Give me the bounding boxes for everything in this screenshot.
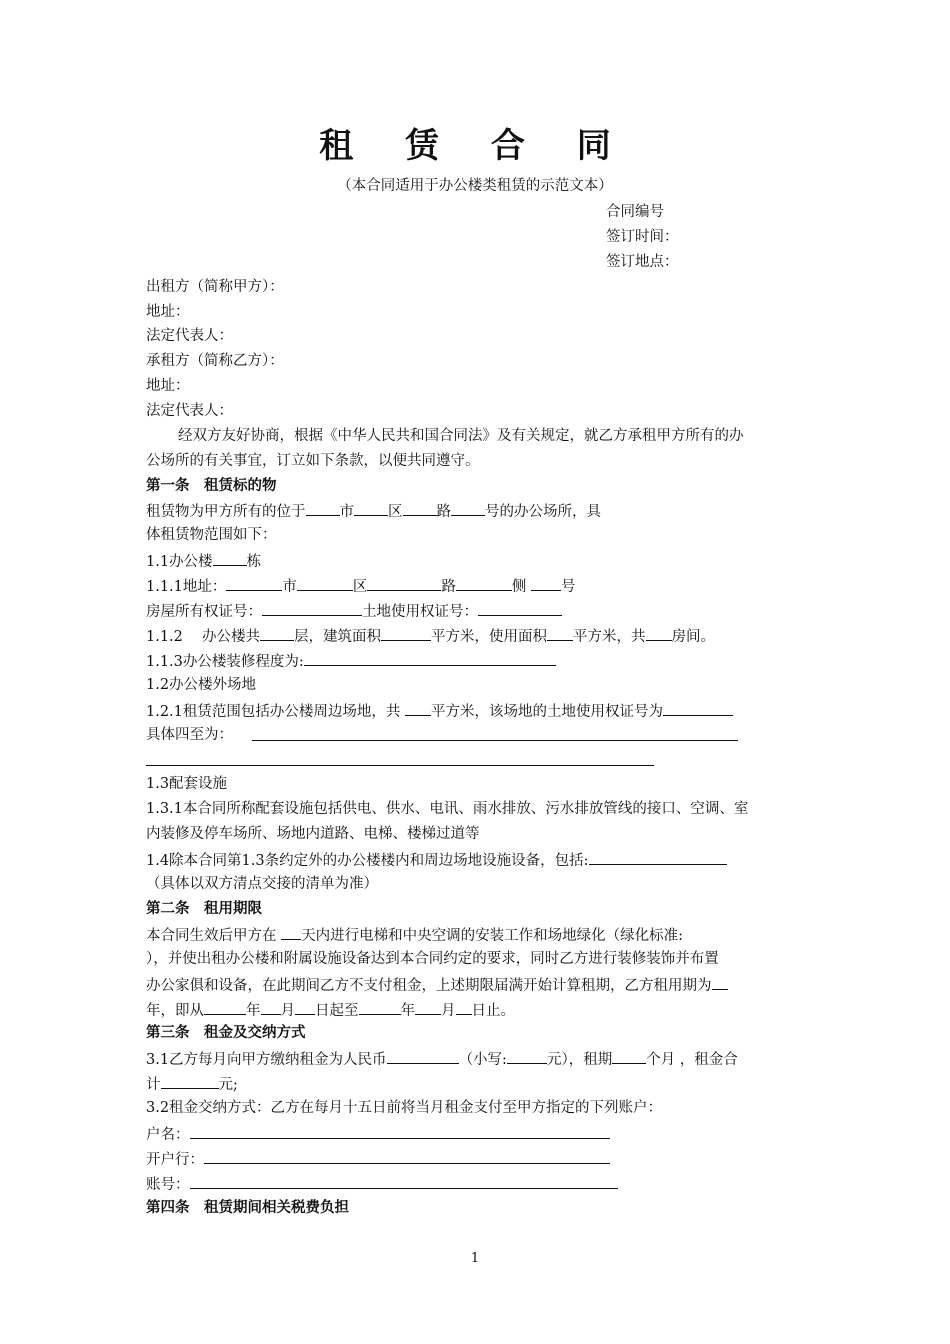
sign-place-label: 签订地点： xyxy=(606,254,679,270)
section-text: 房屋所有权证号： xyxy=(146,604,262,620)
certificate-line xyxy=(146,600,562,622)
art1-text: 市 xyxy=(339,504,354,520)
section-text: 号 xyxy=(561,579,576,595)
blank-field xyxy=(354,500,388,516)
blank-field xyxy=(547,625,573,641)
blank-field xyxy=(161,1073,219,1089)
section-text: 办公家俱和设备，在此期间乙方不支付租金，上述期限届满开始计算租期，乙方租用期为 xyxy=(146,978,712,994)
lessor-rep-label: 法定代表人： xyxy=(146,328,233,344)
bank-line xyxy=(146,1148,610,1170)
section-text: 层，建筑面积 xyxy=(294,629,382,645)
section-text: 年，即从 xyxy=(146,1003,204,1019)
section-text: 本合同生效后甲方在 xyxy=(146,928,282,944)
blank-field xyxy=(478,600,562,616)
lessee-rep-label: 法定代表人： xyxy=(146,403,233,419)
blank-field xyxy=(252,740,738,741)
section-1-1 xyxy=(146,550,261,572)
section-1-1-3 xyxy=(146,650,556,672)
section-text: 元; xyxy=(218,1077,238,1093)
lessee-address-label: 地址： xyxy=(146,378,190,394)
art1-location-line xyxy=(146,500,601,522)
blank-field xyxy=(295,999,315,1015)
section-1-3-1-line-1: 1.3.1本合同所称配套设施包括供电、供水、电讯、雨水排放、污水排放管线的接口、空调、室 xyxy=(146,801,749,817)
blank-field xyxy=(712,974,728,990)
section-text: 年 xyxy=(400,1003,415,1019)
art1-text: 号的办公场所，具 xyxy=(485,504,601,520)
section-1-2-1 xyxy=(146,700,733,722)
blank-field xyxy=(146,765,654,766)
section-text: 月 xyxy=(441,1003,456,1019)
section-text: 1.1.3办公楼装修程度为: xyxy=(146,654,304,670)
art2-line-4 xyxy=(146,999,515,1021)
blank-field xyxy=(451,500,485,516)
art1-scope-line: 体租赁物范围如下： xyxy=(146,527,277,543)
section-3-1 xyxy=(146,1048,738,1070)
blank-field xyxy=(531,575,561,591)
blank-field xyxy=(306,500,340,516)
blank-field xyxy=(403,500,437,516)
page-number: 1 xyxy=(470,1251,480,1266)
section-text: 1.1.1地址： xyxy=(146,579,227,595)
art1-text: 租赁物为甲方所有的位于 xyxy=(146,504,306,520)
document-title: 租 赁 合 同 xyxy=(319,126,631,166)
section-text: 日起至 xyxy=(315,1003,359,1019)
section-text: 计 xyxy=(146,1077,161,1093)
blank-field xyxy=(663,700,733,716)
contract-number-label: 合同编号 xyxy=(606,204,664,220)
section-1-1-2 xyxy=(146,625,715,647)
blank-field xyxy=(190,1173,618,1189)
section-1-3-1-line-2: 内装修及停车场所、场地内道路、电梯、楼梯过道等 xyxy=(146,826,480,842)
section-text: 1.4除本合同第1.3条约定外的办公楼楼内和周边场地设施设备，包括: xyxy=(146,853,589,869)
blank-field xyxy=(190,1123,610,1139)
blank-field xyxy=(226,575,282,591)
blank-field xyxy=(381,625,431,641)
section-1-4 xyxy=(146,849,727,871)
section-text: 栋 xyxy=(246,554,262,570)
section-1-2: 1.2办公楼外场地 xyxy=(146,677,257,693)
blank-field xyxy=(415,999,441,1015)
lessor-address-label: 地址： xyxy=(146,304,190,320)
art2-line-2: ），并使出租办公楼和附属设施设备达到本合同约定的要求，同时乙方进行装修装饰并布置 xyxy=(146,951,719,967)
blank-field xyxy=(213,550,247,566)
section-1-4-note: （具体以双方清点交接的清单为准） xyxy=(146,876,378,892)
blank-field xyxy=(262,600,362,616)
blank-field xyxy=(297,575,353,591)
blank-field xyxy=(507,1048,547,1064)
section-text: 日止。 xyxy=(471,1003,515,1019)
section-text: 1.1办公楼 xyxy=(146,554,213,570)
blank-field xyxy=(646,625,672,641)
section-text: 户名： xyxy=(146,1127,190,1143)
section-text: 1.2.1租赁范围包括办公楼周边场地，共 xyxy=(146,704,406,720)
blank-field xyxy=(204,999,246,1015)
article-2-heading: 第二条 租用期限 xyxy=(146,900,262,917)
blank-field xyxy=(281,924,301,940)
blank-field xyxy=(456,575,512,591)
art2-line-1 xyxy=(146,924,683,946)
section-text: 个月 ，租金合 xyxy=(646,1052,738,1068)
preamble-line-2: 公场所的有关事宜，订立如下条款，以便共同遵守。 xyxy=(146,453,480,469)
section-text: 1.1.2 办公楼共 xyxy=(146,629,261,645)
document-subtitle: （本合同适用于办公楼类租赁的示范文本） xyxy=(337,178,613,194)
section-1-3: 1.3配套设施 xyxy=(146,776,228,792)
section-text: 3.1乙方每月向甲方缴纳租金为人民币 xyxy=(146,1052,387,1068)
boundary-line: 具体四至为： xyxy=(146,727,233,743)
blank-field xyxy=(367,575,441,591)
account-number-line xyxy=(146,1173,618,1195)
section-text: 月 xyxy=(280,1003,295,1019)
section-text: 天内进行电梯和中央空调的安装工作和场地绿化（绿化标准: xyxy=(301,928,683,944)
blank-field xyxy=(387,1048,459,1064)
section-text: （小写: xyxy=(458,1052,507,1068)
sign-time-label: 签订时间： xyxy=(606,229,679,245)
section-text: 平方米，该场地的土地使用权证号为 xyxy=(431,704,664,720)
blank-field xyxy=(456,999,472,1015)
blank-field xyxy=(612,1048,646,1064)
account-name-line xyxy=(146,1123,610,1145)
section-text: 侧 xyxy=(511,579,532,595)
art1-text: 路 xyxy=(436,504,451,520)
article-4-heading: 第四条 租赁期间相关税费负担 xyxy=(146,1199,349,1216)
lessee-label: 承租方（简称乙方）： xyxy=(146,353,284,369)
preamble-line-1: 经双方友好协商，根据《中华人民共和国合同法》及有关规定，就乙方承租甲方所有的办 xyxy=(178,428,744,444)
section-text: 开户行： xyxy=(146,1152,204,1168)
section-text: 账号： xyxy=(146,1177,190,1193)
blank-field xyxy=(204,1148,610,1164)
blank-field xyxy=(261,999,281,1015)
section-text: 年 xyxy=(246,1003,261,1019)
section-1-1-1 xyxy=(146,575,576,597)
blank-field xyxy=(260,625,294,641)
section-3-2: 3.2租金交纳方式：乙方在每月十五日前将当月租金支付至甲方指定的下列账户： xyxy=(146,1100,663,1116)
blank-field xyxy=(359,999,401,1015)
art2-line-3 xyxy=(146,974,728,996)
section-text: 区 xyxy=(352,579,368,595)
article-3-heading: 第三条 租金及交纳方式 xyxy=(146,1024,306,1041)
blank-field xyxy=(304,650,556,666)
blank-field xyxy=(589,849,727,865)
section-3-1-total xyxy=(146,1073,238,1095)
section-text: 房间。 xyxy=(671,629,716,645)
section-text: 路 xyxy=(441,579,456,595)
section-text: 土地使用权证号： xyxy=(362,604,478,620)
section-text: 平方米，共 xyxy=(573,629,646,645)
section-text: 元），租期 xyxy=(546,1052,613,1068)
article-1-heading: 第一条 租赁标的物 xyxy=(146,477,277,494)
lessor-label: 出租方（简称甲方）： xyxy=(146,279,284,295)
art1-text: 区 xyxy=(388,504,403,520)
blank-field xyxy=(405,700,431,716)
section-text: 平方米，使用面积 xyxy=(431,629,548,645)
section-text: 市 xyxy=(282,579,297,595)
